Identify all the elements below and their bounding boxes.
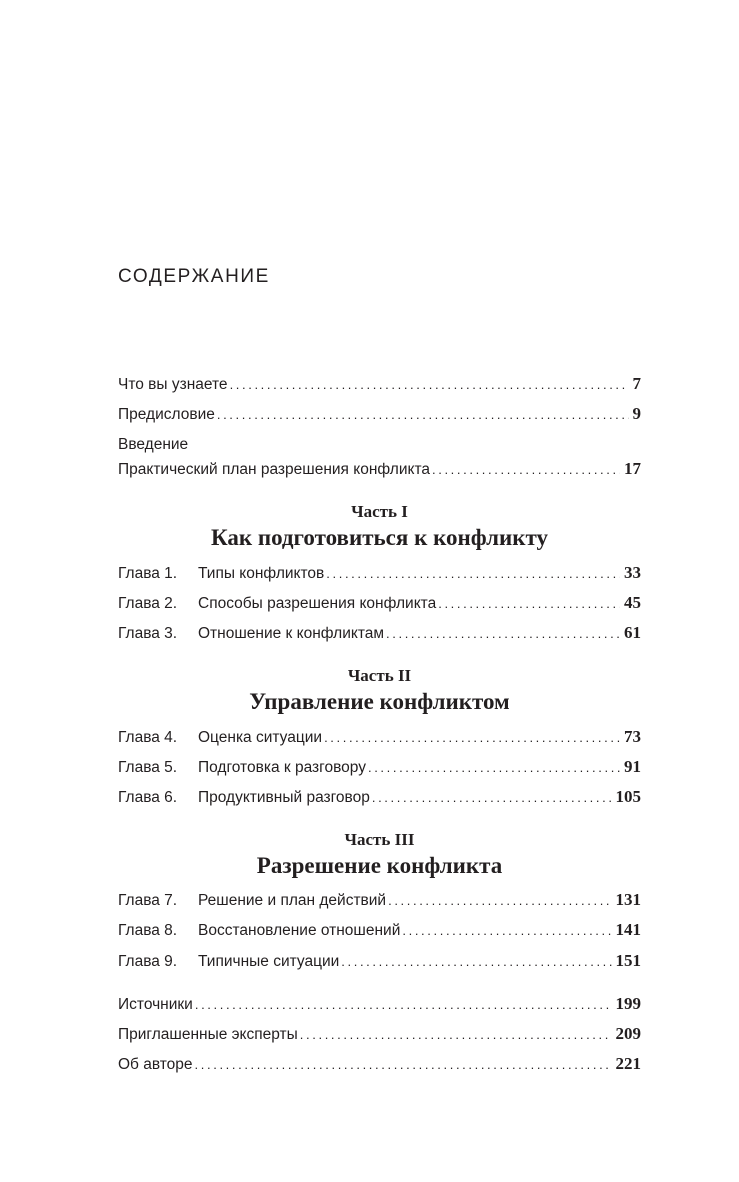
entry-page: 221 (615, 1054, 641, 1073)
dot-leader (195, 995, 612, 1015)
dot-leader (324, 728, 620, 748)
part-title: Разрешение конфликта (256, 853, 503, 878)
part-label: Часть III (344, 830, 415, 849)
chapter-entry (118, 920, 641, 941)
toc-entry (118, 1024, 641, 1045)
chapter-number: Глава 1. (118, 565, 178, 582)
chapter-page: 151 (615, 951, 641, 970)
dot-leader (230, 375, 629, 395)
toc-entry (118, 404, 641, 425)
chapter-entry (118, 787, 641, 808)
chapter-page: 73 (624, 727, 641, 746)
chapter-title: Типичные ситуации (198, 953, 340, 970)
chapter-page: 105 (615, 787, 641, 806)
entry-label: Приглашенные эксперты (118, 1026, 298, 1043)
dot-leader (300, 1025, 612, 1045)
chapter-entry (118, 563, 641, 584)
chapter-title: Оценка ситуации (198, 729, 323, 746)
entry-page: 9 (632, 404, 641, 423)
dot-leader (195, 1055, 612, 1075)
dot-leader (372, 788, 612, 808)
dot-leader (402, 921, 611, 941)
dot-leader (368, 758, 620, 778)
dot-leader (217, 405, 629, 425)
chapter-number: Глава 4. (118, 729, 178, 746)
chapter-number: Глава 2. (118, 595, 178, 612)
dot-leader (388, 891, 611, 911)
toc-entry (118, 994, 641, 1015)
dot-leader (326, 564, 620, 584)
chapter-title: Продуктивный разговор (198, 789, 370, 806)
chapter-title: Решение и план действий (198, 892, 387, 909)
chapter-entry (118, 727, 641, 748)
chapter-page: 91 (624, 757, 641, 776)
chapter-entry (118, 757, 641, 778)
chapter-number: Глава 9. (118, 953, 178, 970)
chapter-page: 131 (615, 890, 641, 909)
chapter-number: Глава 5. (118, 759, 178, 776)
chapter-number: Глава 8. (118, 922, 178, 939)
intro-heading: Введение (118, 436, 189, 453)
entry-label: Что вы узнаете (118, 376, 228, 393)
entry-label: Предисловие (118, 406, 215, 423)
chapter-page: 45 (624, 593, 641, 612)
part-title: Как подготовиться к конфликту (210, 525, 549, 550)
chapter-page: 33 (624, 563, 641, 582)
toc-entry (118, 1054, 641, 1075)
entry-label: Практический план разрешения конфликта (118, 461, 431, 478)
dot-leader (341, 952, 611, 972)
chapter-entry (118, 623, 641, 644)
chapter-entry (118, 951, 641, 972)
chapter-title: Подготовка к разговору (198, 759, 366, 776)
dot-leader (432, 460, 620, 480)
part-title: Управление конфликтом (249, 689, 510, 714)
chapter-number: Глава 3. (118, 625, 178, 642)
chapter-title: Способы разрешения конфликта (198, 595, 437, 612)
chapter-title: Отношение к конфликтам (198, 625, 385, 642)
toc-entry (118, 374, 641, 395)
chapter-page: 61 (624, 623, 641, 642)
entry-label: Об авторе (118, 1056, 193, 1073)
entry-page: 209 (615, 1024, 641, 1043)
part-label: Часть I (351, 502, 408, 521)
toc-title: СОДЕРЖАНИЕ (118, 266, 270, 287)
dot-leader (438, 594, 620, 614)
chapter-title: Восстановление отношений (198, 922, 401, 939)
chapter-title: Типы конфликтов (198, 565, 325, 582)
entry-label: Источники (118, 996, 193, 1013)
chapter-number: Глава 6. (118, 789, 178, 806)
entry-page: 7 (632, 374, 641, 393)
entry-page: 17 (624, 459, 641, 478)
chapter-entry (118, 890, 641, 911)
toc-entry (118, 459, 641, 480)
chapter-entry (118, 593, 641, 614)
dot-leader (386, 624, 620, 644)
chapter-number: Глава 7. (118, 892, 178, 909)
entry-page: 199 (615, 994, 641, 1013)
part-label: Часть II (347, 666, 412, 685)
chapter-page: 141 (615, 920, 641, 939)
